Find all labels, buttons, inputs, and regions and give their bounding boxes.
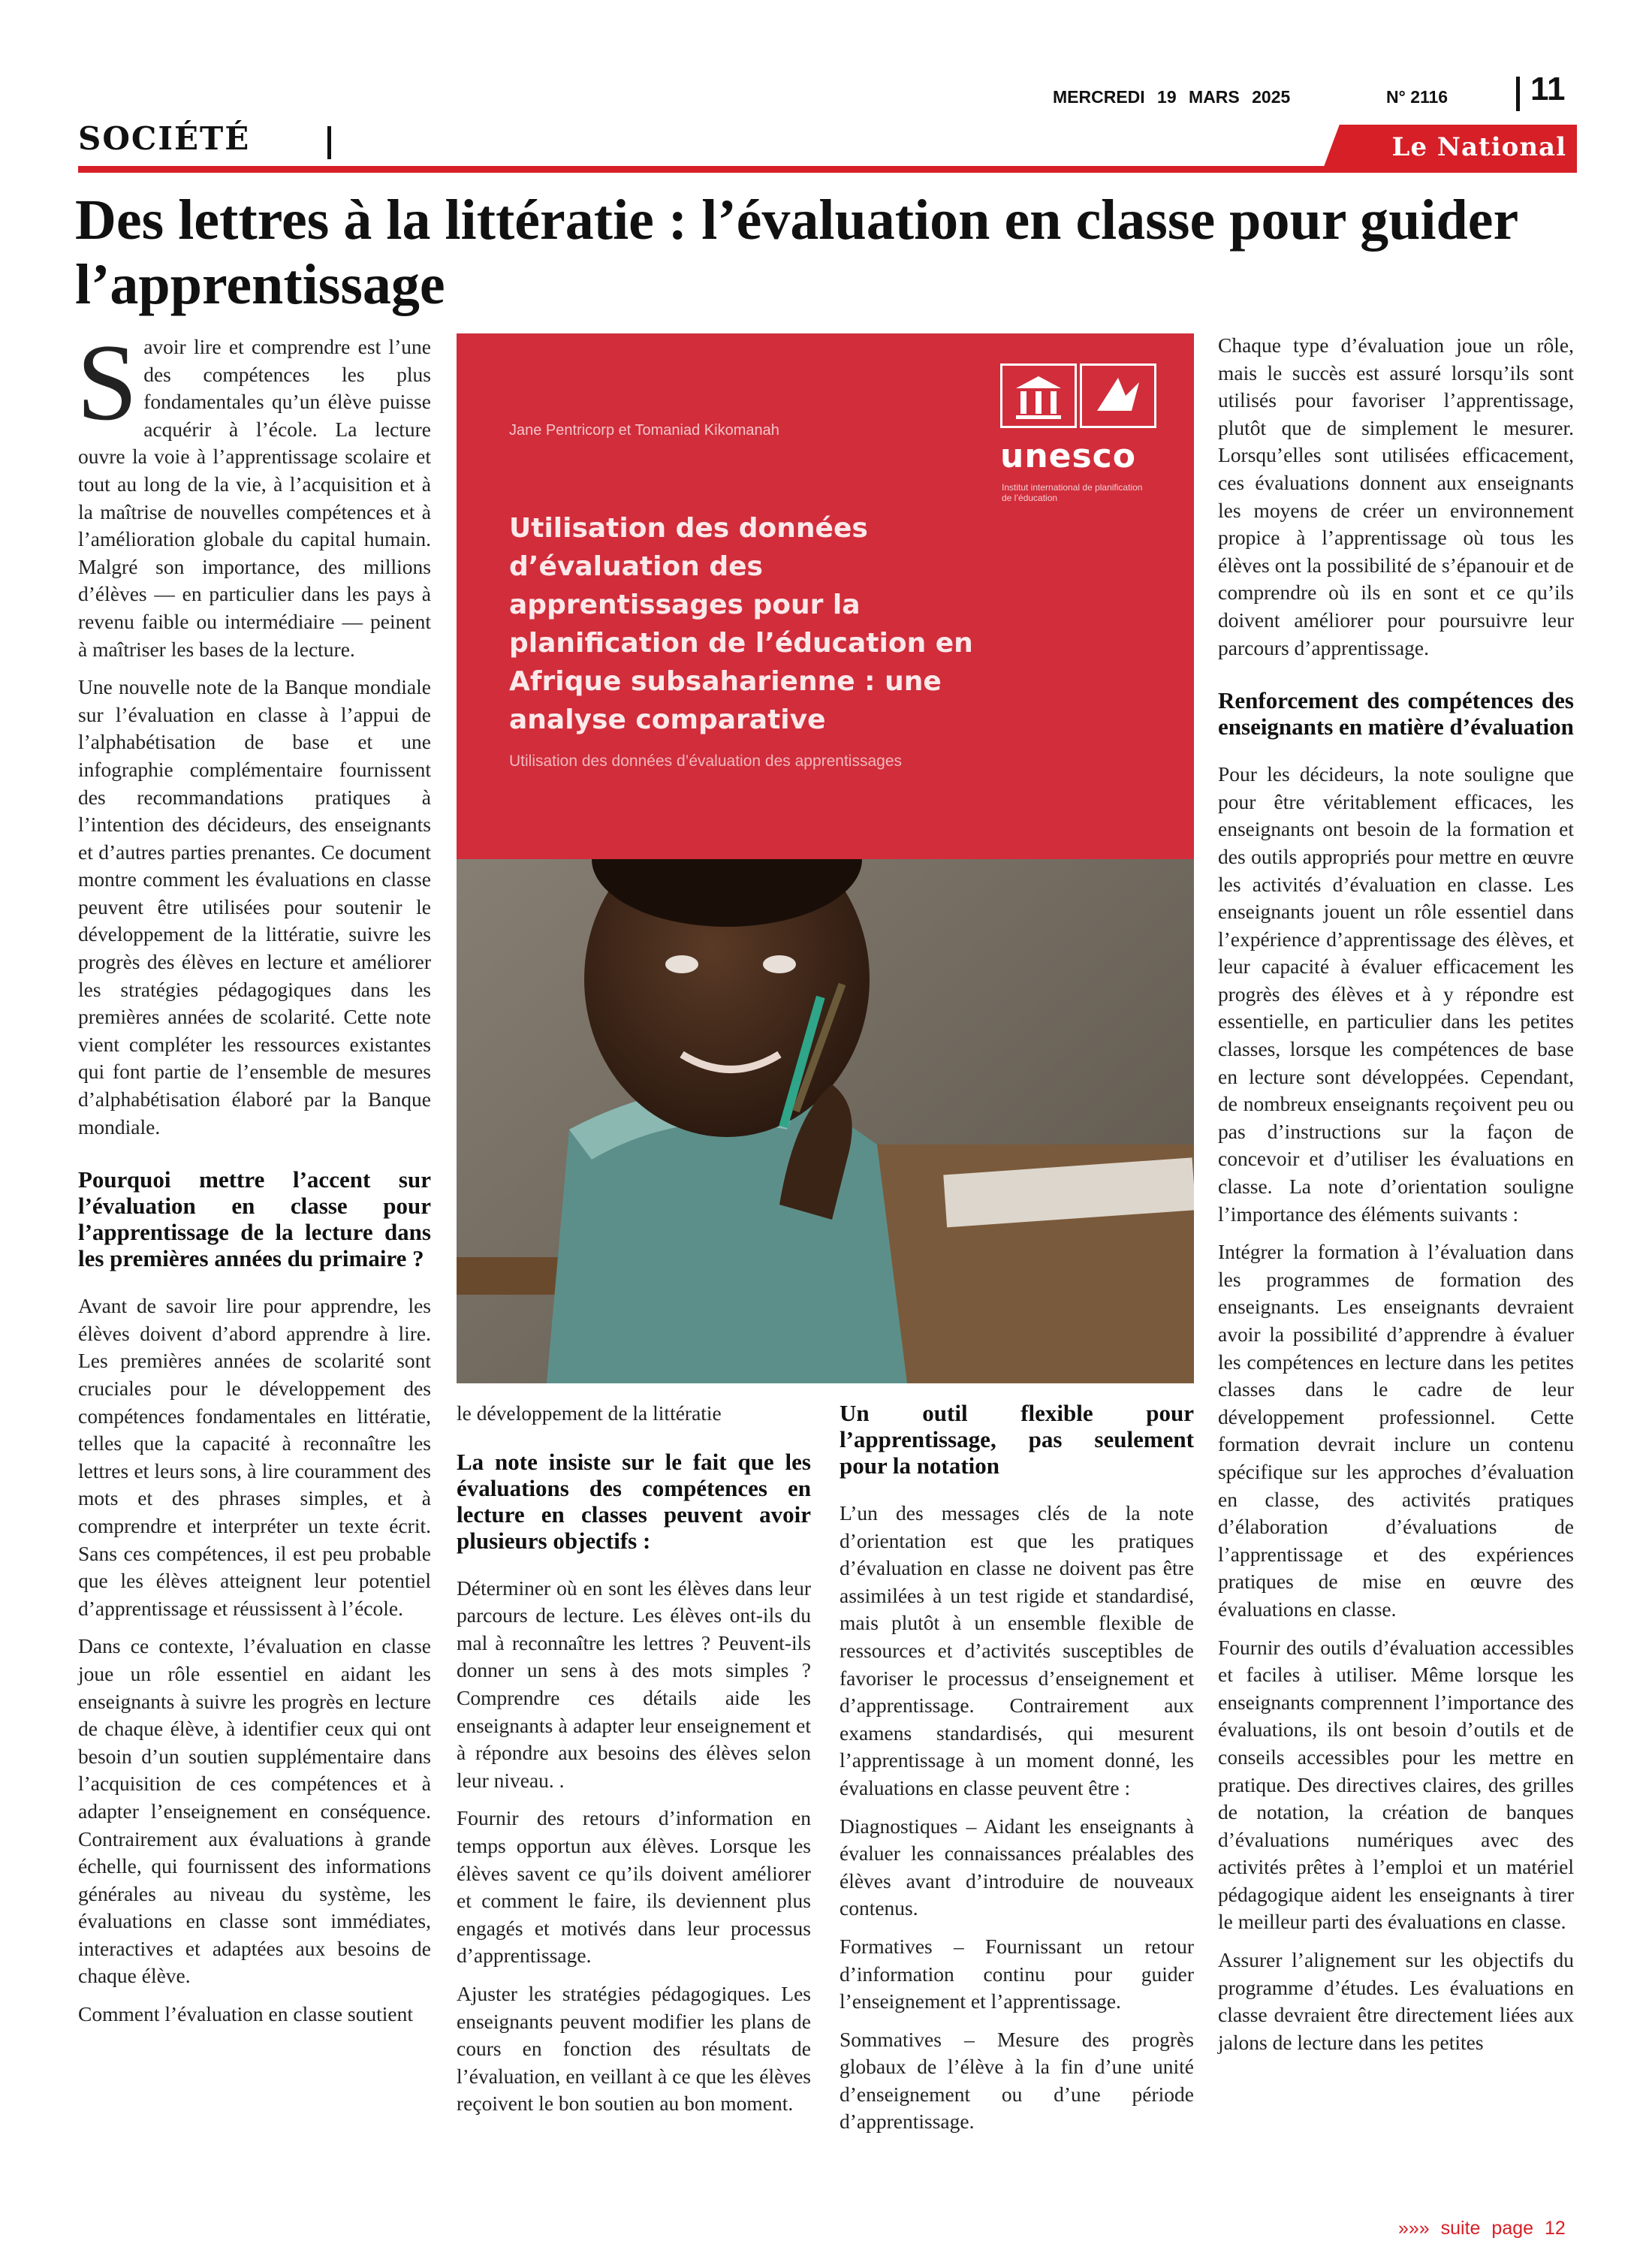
article-column-2 xyxy=(457,1400,811,2128)
paragraph: Sommatives – Mesure des progrès globaux de l’élève à la fin d’une unité d’enseignement ou d’une période d’apprentissage. xyxy=(840,2027,1194,2134)
paragraph: Fournir des retours d’information en temps opportun aux élèves. Lorsque les élèves savent ce qu’ils doivent améliorer et comment le faire, ils deviennent plus engagés et motivés dans leur processus d’apprentissage. xyxy=(457,1806,811,1968)
image-caption: le développement de la littératie xyxy=(457,1401,722,1425)
subheading: Renforcement des compétences des enseignants en matière d’évaluation xyxy=(1218,687,1574,740)
temple-icon xyxy=(1000,363,1077,428)
lead-paragraph-text: avoir lire et comprendre est l’une des compétences les plus fondamentales qu’un élève puisse acquérir à l’école. La lecture ouvre la voie à l’apprentissage scolaire et tout au long de la vie, à l’acquisition et à la maîtrise de nouvelles compétences et à l’amélioration globale du capital humain. Malgré son importance, des millions d’élèves — en particulier dans les pays à revenu faible ou intermédiaire — peinent à maîtriser les bases de la lecture. xyxy=(78,335,431,661)
unesco-wordmark: unesco xyxy=(1000,437,1136,475)
masthead-title: Le National xyxy=(1391,132,1566,162)
cover-title-panel xyxy=(457,333,1194,859)
report-cover-image xyxy=(457,333,1194,1383)
paragraph: Fournir des outils d’évaluation accessibles et faciles à utiliser. Même lorsque les enseignants comprennent l’importance des évaluations, ils ont besoin d’outils et de conseils accessibles pour les mettre en pratique. Des directives claires, des grilles de notation, la création de banques d’évaluations numériques avec des activités prêtes à l’emploi et un matériel pédagogique aident les enseignants à tirer le meilleur parti des évaluations en classe. xyxy=(1218,1635,1574,1934)
paragraph: Déterminer où en sont les élèves dans leur parcours de lecture. Les élèves ont-ils du mal à reconnaître les lettres ? Peuvent-ils donner un sens à des mots simples ? Comprendre ces détails aide les enseignants à adapter leur enseignement et à répondre aux besoins des élèves selon leur niveau. . xyxy=(457,1576,811,1792)
cover-title: Utilisation des données d’évaluation des apprentissages pour la planification de l’éducation en Afrique subsaharienne : une analyse comparative xyxy=(509,513,973,735)
issue-date: MERCREDI 19 MARS 2025 xyxy=(1053,87,1291,107)
paragraph: Pour les décideurs, la note souligne que pour être véritablement efficaces, les enseignants ont besoin de la formation et des outils appropriés pour mettre en œuvre les activités d’évaluation en classe. Les enseignants jouent un rôle essentiel dans l’expérience d’apprentissage des élèves, et leur capacité à évaluer efficacement les progrès des élèves et à y répondre est essentielle, en particulier dans les petites classes, lorsque les compétences de base en lecture sont développées. Cependant, de nombreux enseignants reçoivent peu ou pas d’instructions sur la façon de concevoir et d’utiliser les évaluations en classe. La note d’orientation souligne l’importance des éléments suivants : xyxy=(1218,762,1574,1226)
article-column-3 xyxy=(840,1400,1194,2146)
lead-paragraph xyxy=(77,321,431,663)
article-title: Des lettres à la littératie : l’évaluation en classe pour guider l’apprentissage xyxy=(75,189,1518,316)
institute-name: Institut international de planification de l’éducation xyxy=(1002,482,1143,503)
page-number: 11 xyxy=(1530,71,1566,107)
cover-authors: Jane Pentricorp et Tomaniad Kikomanah xyxy=(509,422,779,439)
page-number-divider xyxy=(1516,77,1520,111)
subheading: Un outil flexible pour l’apprentissage, pas seulement pour la notation xyxy=(840,1400,1194,1479)
cover-subtitle: Utilisation des données d’évaluation des apprentissages xyxy=(509,753,903,770)
paragraph: L’un des messages clés de la note d’orientation est que les pratiques d’évaluation en classe ne doivent pas être assimilées à un test rigide et standardisé, mais plutôt à un ensemble flexible de ressources et d’activités susceptibles de favoriser le processus d’enseignement et d’apprentissage. Contrairement aux examens standardisés, qui mesurent l’apprentissage à un moment donné, les évaluations en classe peuvent être : xyxy=(840,1501,1194,1799)
article-column-1 xyxy=(77,321,431,2039)
subheading: Pourquoi mettre l’accent sur l’évaluation en classe pour l’apprentissage de la lecture dans les premières années du primaire ? xyxy=(78,1166,431,1272)
subheading: La note insiste sur le fait que les évaluations des compétences en lecture en classes peuvent avoir plusieurs objectifs : xyxy=(457,1448,811,1554)
article-column-4 xyxy=(1218,332,1574,2067)
paragraph: Avant de savoir lire pour apprendre, les élèves doivent d’abord apprendre à lire. Les premières années de scolarité sont cruciales pour le développement des compétences fondamentales en littératie, telles que la capacité à reconnaître les lettres et leurs sons, à lire couramment des mots et des phrases simples, et à comprendre et interpréter un texte écrit. Sans ces compétences, il est peu probable que les élèves atteignent leur potentiel d’apprentissage et réussissent à l’école. xyxy=(78,1294,431,1620)
paragraph: Comment l’évaluation en classe soutient xyxy=(78,2002,414,2026)
paragraph: Intégrer la formation à l’évaluation dans les programmes de formation des enseignants. Les enseignants devraient avoir la possibilité d’apprendre à évaluer les compétences en lecture dans les petites classes dans le cadre de leur développement professionnel. Cette formation devrait inclure un contenu spécifique sur les approches d’évaluation en classe, des activités pratiques d’élaboration d’évaluations de l’apprentissage et des expériences pratiques de mise en œuvre des évaluations en classe. xyxy=(1218,1240,1574,1621)
paragraph: Dans ce contexte, l’évaluation en classe joue un rôle essentiel en aidant les enseignants à suivre les progrès en lecture de chaque élève, à identifier ceux qui ont besoin d’un soutien supplémentaire dans l’acquisition de ces compétences et à adapter l’enseignement en conséquence. Contrairement aux évaluations à grande échelle, qui fournissent des informations générales au niveau du système, les évaluations en classe sont immédiates, interactives et adaptées aux besoins de chaque élève. xyxy=(78,1634,431,1988)
paragraph: Formatives – Fournissant un retour d’information continu pour guider l’enseignement et l’apprentissage. xyxy=(840,1934,1194,2013)
paragraph: Ajuster les stratégies pédagogiques. Les enseignants peuvent modifier les plans de cours en fonction des résultats de l’évaluation, en veillant à ce que les élèves reçoivent le bon soutien au bon moment. xyxy=(457,1981,811,2116)
drop-cap: S xyxy=(77,321,138,443)
paragraph: Chaque type d’évaluation joue un rôle, mais le succès est assuré lorsqu’ils sont utilisés pour favoriser l’apprentissage, plutôt que de simplement le mesurer. Lorsqu’elles sont utilisées efficacement, ces évaluations donnent aux enseignants les moyens de créer un environnement propice à l’apprentissage où tous les élèves ont la possibilité de s’épanouir et de comprendre où ils en sont et ce qu’ils doivent améliorer pour poursuivre leur parcours d’apprentissage. xyxy=(1218,333,1574,659)
section-label: SOCIÉTÉ xyxy=(78,120,251,157)
iiep-emblem-icon xyxy=(1080,363,1156,428)
paragraph: Assurer l’alignement sur les objectifs du programme d’études. Les évaluations en classe devraient être directement liées aux jalons de lecture dans les petites xyxy=(1218,1948,1574,2054)
section-divider xyxy=(327,126,331,159)
paragraph: Diagnostiques – Aidant les enseignants à évaluer les connaissances préalables des élèves avant d’introduire de nouveaux contenus. xyxy=(840,1814,1194,1920)
continued-on-page-link[interactable]: »»» suite page 12 xyxy=(1398,2218,1566,2239)
issue-number: N° 2116 xyxy=(1386,87,1449,107)
paragraph: Une nouvelle note de la Banque mondiale sur l’évaluation en classe à l’appui de l’alphabétisation de base et une infographie complémentaire fournissent des recommandations pratiques à l’intention des décideurs, des enseignants et d’autres parties prenantes. Ce document montre comment les évaluations en classe peuvent être utilisées pour soutenir le développement de la littératie, suivre les progrès des élèves en lecture et améliorer les stratégies pédagogiques dans les premières années de scolarité. Cette note vient compléter les ressources existantes qui font partie de l’ensemble de mesures d’alphabétisation élaboré par la Banque mondiale. xyxy=(78,675,431,1139)
